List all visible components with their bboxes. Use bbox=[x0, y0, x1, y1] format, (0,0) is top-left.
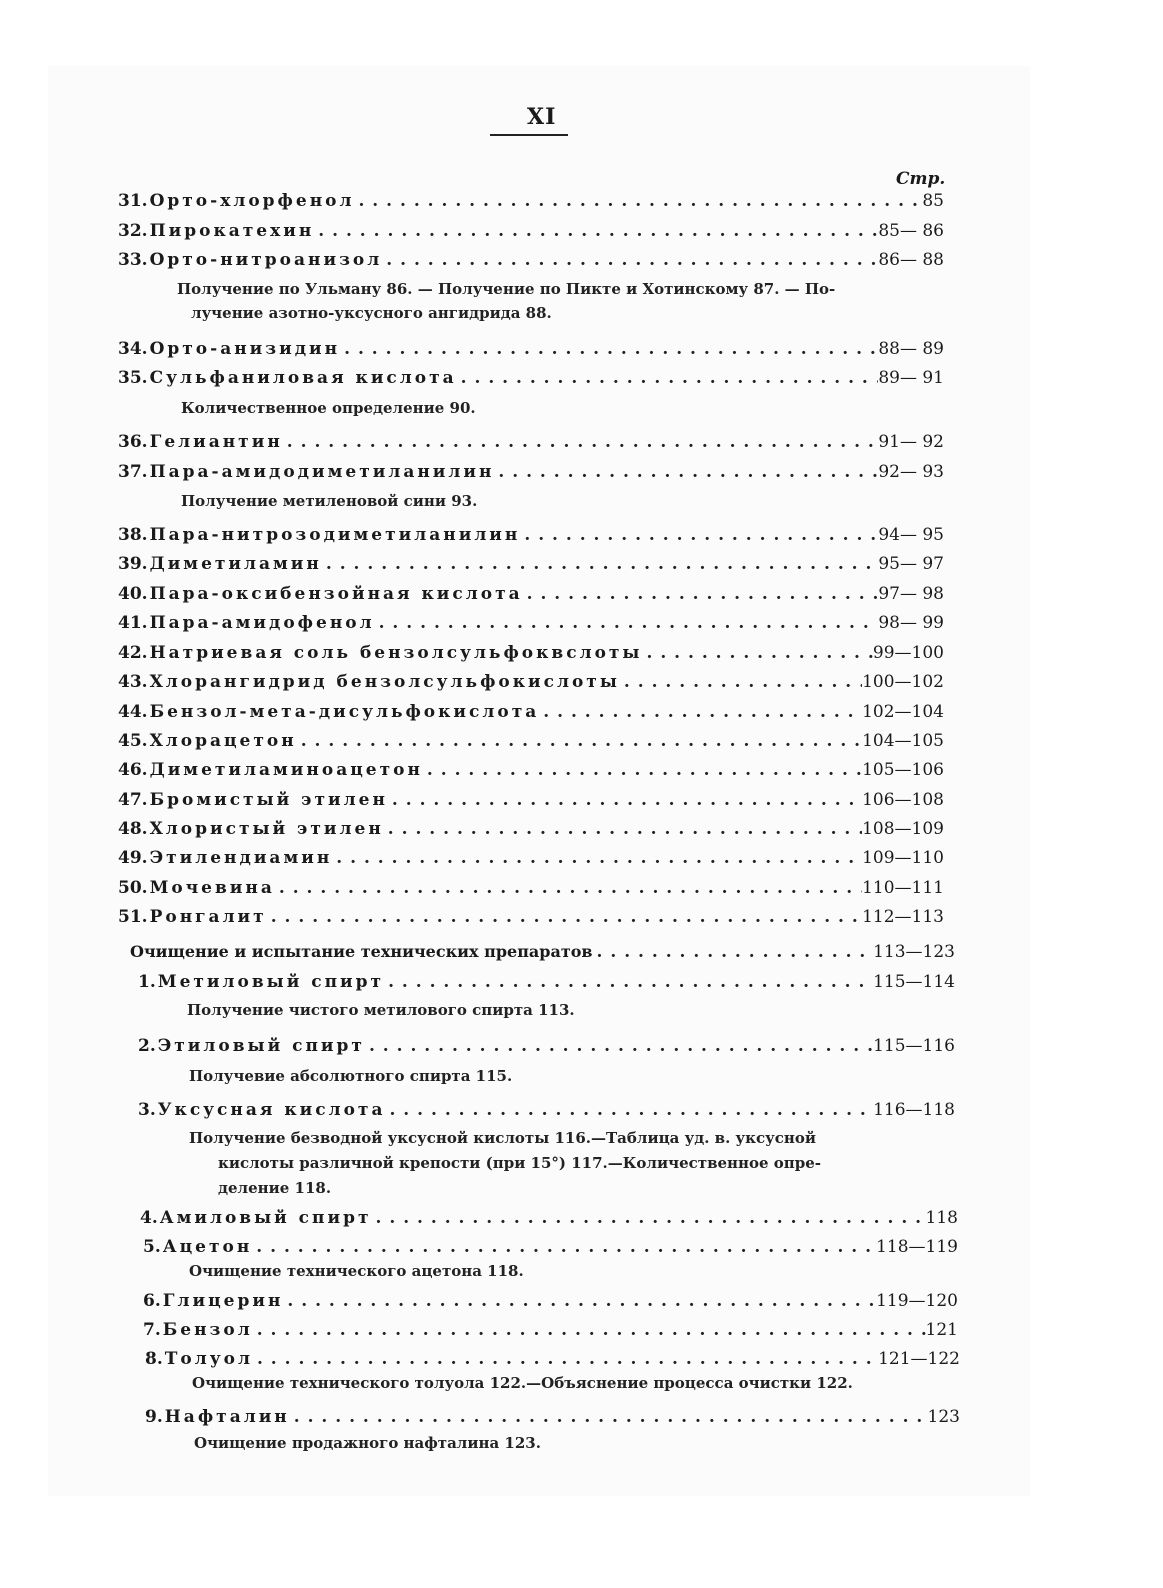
entry-title: Орто-анизидин bbox=[149, 339, 341, 359]
entry-pages: 108—109 bbox=[862, 819, 944, 839]
entry-number: 36. bbox=[118, 432, 148, 452]
entry-pages: 113—123 bbox=[873, 942, 955, 962]
dot-leader bbox=[642, 640, 872, 666]
toc-section-heading bbox=[128, 939, 955, 965]
toc-entry-44 bbox=[118, 699, 944, 725]
entry-title: Хлорацетон bbox=[149, 731, 297, 751]
entry-title: Пара-амидофенол bbox=[149, 613, 375, 633]
entry-pages: 105—106 bbox=[862, 760, 944, 780]
entry-pages: 98— 99 bbox=[878, 613, 944, 633]
entry-title: Мочевина bbox=[149, 878, 275, 898]
toc-entry-41 bbox=[118, 610, 944, 636]
entry-pages: 91— 92 bbox=[878, 432, 944, 452]
page-number-rule bbox=[490, 134, 568, 136]
toc-entry-35 bbox=[118, 365, 944, 391]
entry-note: Получение чистого метилового спирта 113. bbox=[187, 1001, 575, 1019]
entry-title: Бензол-мета-дисульфокислота bbox=[149, 702, 540, 722]
entry-note: Очищение технического толуола 122.—Объяснение процесса очистки 122. bbox=[192, 1374, 853, 1392]
entry-title: Ацетон bbox=[162, 1237, 253, 1257]
toc-entry-43 bbox=[118, 669, 944, 695]
entry-number: 1. bbox=[138, 972, 156, 992]
dot-leader bbox=[382, 247, 878, 273]
entry-pages: 118 bbox=[925, 1208, 958, 1228]
dot-leader bbox=[252, 1234, 876, 1260]
entry-pages: 118—119 bbox=[876, 1237, 958, 1257]
entry-title: Пара-нитрозодиметиланилин bbox=[149, 525, 521, 545]
entry-number: 5. bbox=[143, 1237, 161, 1257]
entry-title: Диметиламиноацетон bbox=[149, 760, 423, 780]
dot-leader bbox=[297, 728, 862, 754]
dot-leader bbox=[388, 787, 862, 813]
entry-number: 40. bbox=[118, 584, 148, 604]
entry-pages: 92— 93 bbox=[878, 462, 944, 482]
entry-number: 31. bbox=[118, 191, 148, 211]
entry-title: Метиловый спирт bbox=[157, 972, 385, 992]
toc-entry-48 bbox=[118, 816, 944, 842]
entry-pages: 116—118 bbox=[873, 1100, 955, 1120]
entry-pages: 112—113 bbox=[862, 907, 944, 927]
entry-pages: 95— 97 bbox=[878, 554, 944, 574]
entry-title: Хлорангидрид бензолсульфокислоты bbox=[149, 672, 620, 692]
entry-title: Ронгалит bbox=[149, 907, 267, 927]
toc-entry-5 bbox=[143, 1234, 958, 1260]
toc-entry-42 bbox=[118, 640, 944, 666]
dot-leader bbox=[593, 939, 874, 965]
toc-entry-40 bbox=[118, 581, 944, 607]
entry-pages: 94— 95 bbox=[878, 525, 944, 545]
entry-number: 32. bbox=[118, 221, 148, 241]
entry-pages: 123 bbox=[927, 1407, 960, 1427]
dot-leader bbox=[332, 845, 862, 871]
entry-number: 45. bbox=[118, 731, 148, 751]
entry-pages: 109—110 bbox=[862, 848, 944, 868]
entry-number: 48. bbox=[118, 819, 148, 839]
dot-leader bbox=[523, 581, 879, 607]
dot-leader bbox=[275, 875, 862, 901]
entry-pages: 85— 86 bbox=[878, 221, 944, 241]
toc-entry-1 bbox=[138, 969, 955, 995]
entry-pages: 115—114 bbox=[873, 972, 955, 992]
toc-entry-47 bbox=[118, 787, 944, 813]
entry-number: 9. bbox=[145, 1407, 163, 1427]
entry-note: кислоты различной крепости (при 15°) 117.—Количественное опре- bbox=[218, 1154, 822, 1172]
entry-title: Сульфаниловая кислота bbox=[149, 368, 457, 388]
page-column-header: Стр. bbox=[896, 169, 946, 189]
dot-leader bbox=[290, 1404, 928, 1430]
entry-note: деление 118. bbox=[218, 1179, 332, 1197]
dot-leader bbox=[314, 218, 878, 244]
entry-title: Толуол bbox=[164, 1349, 253, 1369]
entry-note: Получевие абсолютного спирта 115. bbox=[189, 1067, 513, 1085]
entry-number: 49. bbox=[118, 848, 148, 868]
entry-pages: 115—116 bbox=[873, 1036, 955, 1056]
entry-title: Бромистый этилен bbox=[149, 790, 388, 810]
dot-leader bbox=[375, 610, 879, 636]
dot-leader bbox=[253, 1346, 878, 1372]
entry-pages: 104—105 bbox=[862, 731, 944, 751]
toc-entry-9 bbox=[145, 1404, 960, 1430]
entry-pages: 121 bbox=[925, 1320, 958, 1340]
entry-number: 38. bbox=[118, 525, 148, 545]
dot-leader bbox=[620, 669, 862, 695]
entry-title: Этиловый спирт bbox=[157, 1036, 365, 1056]
dot-leader bbox=[365, 1033, 873, 1059]
entry-number: 6. bbox=[143, 1291, 161, 1311]
entry-number: 8. bbox=[145, 1349, 163, 1369]
dot-leader bbox=[283, 1288, 876, 1314]
toc-entry-37 bbox=[118, 459, 944, 485]
entry-number: 51. bbox=[118, 907, 148, 927]
entry-title: Хлористый этилен bbox=[149, 819, 384, 839]
entry-pages: 86— 88 bbox=[878, 250, 944, 270]
entry-title: Нафталин bbox=[164, 1407, 290, 1427]
entry-title: Натриевая соль бензолсульфоквслоты bbox=[149, 643, 643, 663]
entry-title: Пара-оксибензойная кислота bbox=[149, 584, 523, 604]
section-title: Очищение и испытание технических препаратов bbox=[130, 942, 593, 961]
dot-leader bbox=[385, 1097, 873, 1123]
entry-pages: 99—100 bbox=[872, 643, 944, 663]
entry-note: Очищение продажного нафталина 123. bbox=[194, 1434, 541, 1452]
dot-leader bbox=[384, 816, 862, 842]
entry-number: 33. bbox=[118, 250, 148, 270]
dot-leader bbox=[267, 904, 862, 930]
toc-entry-33 bbox=[118, 247, 944, 273]
entry-pages: 100—102 bbox=[862, 672, 944, 692]
entry-number: 41. bbox=[118, 613, 148, 633]
dot-leader bbox=[384, 969, 873, 995]
entry-title: Уксусная кислота bbox=[157, 1100, 386, 1120]
dot-leader bbox=[283, 429, 879, 455]
toc-entry-7 bbox=[143, 1317, 958, 1343]
entry-title: Орто-хлорфенол bbox=[149, 191, 355, 211]
entry-title: Диметиламин bbox=[149, 554, 322, 574]
dot-leader bbox=[253, 1317, 926, 1343]
entry-note: Очищение технического ацетона 118. bbox=[189, 1262, 524, 1280]
entry-number: 7. bbox=[143, 1320, 161, 1340]
entry-number: 43. bbox=[118, 672, 148, 692]
toc-entry-49 bbox=[118, 845, 944, 871]
entry-title: Этилендиамин bbox=[149, 848, 333, 868]
toc-entry-38 bbox=[118, 522, 944, 548]
entry-number: 47. bbox=[118, 790, 148, 810]
entry-number: 42. bbox=[118, 643, 148, 663]
toc-entry-51 bbox=[118, 904, 944, 930]
dot-leader bbox=[457, 365, 879, 391]
toc-entry-4 bbox=[140, 1205, 958, 1231]
entry-title: Гелиантин bbox=[149, 432, 283, 452]
toc-entry-3 bbox=[138, 1097, 955, 1123]
entry-number: 2. bbox=[138, 1036, 156, 1056]
toc-entry-2 bbox=[138, 1033, 955, 1059]
toc-entry-32 bbox=[118, 218, 944, 244]
entry-pages: 106—108 bbox=[862, 790, 944, 810]
dot-leader bbox=[494, 459, 878, 485]
entry-number: 46. bbox=[118, 760, 148, 780]
toc-entry-50 bbox=[118, 875, 944, 901]
entry-note: лучение азотно-уксусного ангидрида 88. bbox=[191, 304, 552, 322]
dot-leader bbox=[372, 1205, 926, 1231]
toc-entry-36 bbox=[118, 429, 944, 455]
toc-entry-34 bbox=[118, 336, 944, 362]
entry-pages: 89— 91 bbox=[878, 368, 944, 388]
entry-title: Пара-амидодиметиланилин bbox=[149, 462, 495, 482]
entry-title: Амиловый спирт bbox=[159, 1208, 372, 1228]
toc-entry-39 bbox=[118, 551, 944, 577]
toc-entry-8 bbox=[145, 1346, 960, 1372]
entry-note: Количественное определение 90. bbox=[181, 399, 476, 417]
entry-pages: 97— 98 bbox=[878, 584, 944, 604]
entry-number: 44. bbox=[118, 702, 148, 722]
toc-entry-46 bbox=[118, 757, 944, 783]
entry-number: 37. bbox=[118, 462, 148, 482]
toc-entry-31 bbox=[118, 188, 944, 214]
entry-title: Бензол bbox=[162, 1320, 253, 1340]
page-number: XI bbox=[527, 104, 557, 130]
entry-pages: 88— 89 bbox=[878, 339, 944, 359]
entry-number: 3. bbox=[138, 1100, 156, 1120]
entry-title: Глицерин bbox=[162, 1291, 284, 1311]
entry-pages: 119—120 bbox=[876, 1291, 958, 1311]
dot-leader bbox=[322, 551, 878, 577]
dot-leader bbox=[340, 336, 878, 362]
entry-pages: 121—122 bbox=[878, 1349, 960, 1369]
dot-leader bbox=[354, 188, 922, 214]
entry-number: 35. bbox=[118, 368, 148, 388]
dot-leader bbox=[423, 757, 862, 783]
entry-number: 34. bbox=[118, 339, 148, 359]
dot-leader bbox=[539, 699, 862, 725]
entry-pages: 110—111 bbox=[862, 878, 944, 898]
entry-number: 50. bbox=[118, 878, 148, 898]
entry-note: Получение безводной уксусной кислоты 116.—Таблица уд. в. уксусной bbox=[189, 1129, 816, 1147]
entry-title: Пирокатехин bbox=[149, 221, 315, 241]
toc-entry-45 bbox=[118, 728, 944, 754]
entry-note: Получение метиленовой сини 93. bbox=[181, 492, 478, 510]
entry-pages: 85 bbox=[922, 191, 944, 211]
entry-pages: 102—104 bbox=[862, 702, 944, 722]
entry-number: 39. bbox=[118, 554, 148, 574]
entry-number: 4. bbox=[140, 1208, 158, 1228]
entry-note: Получение по Ульману 86. — Получение по Пикте и Хотинскому 87. — По- bbox=[177, 280, 836, 298]
toc-entry-6 bbox=[143, 1288, 958, 1314]
dot-leader bbox=[520, 522, 878, 548]
entry-title: Орто-нитроанизол bbox=[149, 250, 383, 270]
